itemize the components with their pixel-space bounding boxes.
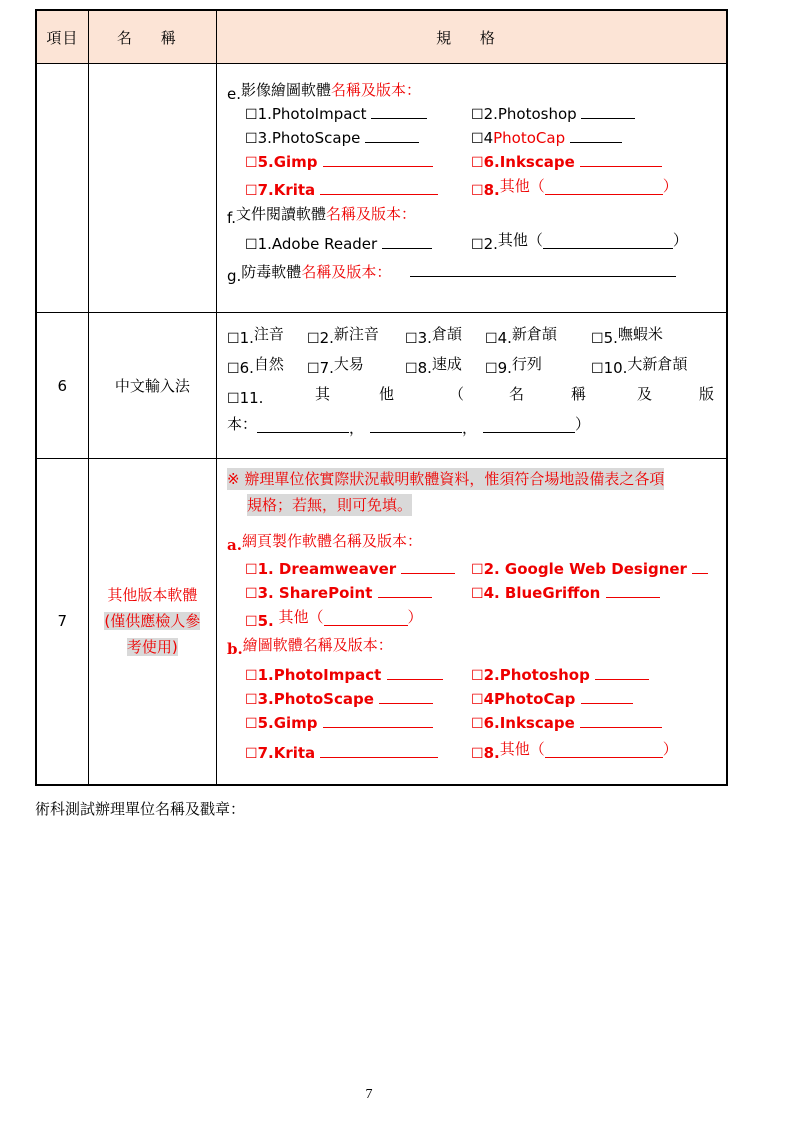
option-label: 大易	[333, 355, 364, 373]
blank-line[interactable]	[580, 152, 662, 167]
row-name-line	[89, 608, 216, 634]
option-label: 1.PhotoImpact	[257, 105, 367, 123]
blank-line[interactable]	[323, 152, 433, 167]
option-label: 其他（	[497, 231, 543, 249]
item-e-label: e.	[227, 85, 241, 103]
blank-line[interactable]	[324, 611, 408, 626]
blank-line[interactable]	[545, 743, 663, 758]
option-label: 名	[509, 385, 525, 403]
blank-line[interactable]	[323, 713, 433, 728]
option-label: 新注音	[333, 325, 379, 343]
checkbox[interactable]: ☐	[591, 331, 604, 347]
blank-line[interactable]	[365, 128, 419, 143]
option-label: 1. Dreamweaver	[257, 560, 397, 578]
option-number: 6.	[239, 359, 254, 377]
blank-line[interactable]	[570, 128, 622, 143]
blank-line[interactable]	[320, 743, 438, 758]
option-label: 6.Inkscape	[483, 153, 575, 171]
separator: ，	[462, 419, 478, 437]
header-row	[36, 10, 727, 64]
item-a-text: 網頁製作軟體名稱及版本：	[241, 532, 422, 550]
blank-line[interactable]	[580, 713, 662, 728]
option-label: 其他（	[499, 177, 545, 195]
option-label: 自然	[253, 355, 284, 373]
checkbox[interactable]: ☐	[245, 107, 258, 123]
paren-open: （	[449, 385, 465, 403]
note-text: ※ 辦理單位依實際狀況載明軟體資料，惟須符合場地設備表之各項	[227, 470, 665, 488]
table-row	[36, 64, 727, 313]
blank-line[interactable]	[387, 665, 443, 680]
option-number: 9.	[497, 359, 512, 377]
checkbox[interactable]: ☐	[471, 131, 484, 147]
checkbox[interactable]: ☐	[471, 746, 484, 762]
checkbox[interactable]: ☐	[485, 361, 498, 377]
item-e-red: 名稱及版本：	[331, 81, 422, 99]
option-label: 3.PhotoScape	[257, 129, 361, 147]
option-label: 7.Krita	[257, 744, 316, 762]
table-row	[36, 459, 727, 785]
option-label: 其	[315, 385, 331, 403]
option-label: 新倉頡	[511, 325, 557, 343]
option-label: 5.	[257, 612, 274, 630]
checkbox[interactable]: ☐	[405, 331, 418, 347]
checkbox[interactable]: ☐	[471, 586, 484, 602]
table-row	[36, 313, 727, 459]
separator: ，	[349, 419, 365, 437]
option-number: 7.	[319, 359, 334, 377]
blank-line[interactable]	[370, 418, 462, 433]
checkbox[interactable]: ☐	[245, 131, 258, 147]
option-label: 6.Inkscape	[483, 714, 575, 732]
note-text: 規格；若無，則可免填。	[247, 496, 413, 514]
blank-line[interactable]	[595, 665, 649, 680]
option-label: 2. Google Web Designer	[483, 560, 687, 578]
option-number: 10.	[603, 359, 628, 377]
option-label: 5.Gimp	[257, 714, 318, 732]
blank-line[interactable]	[581, 104, 635, 119]
option-number: 4.	[497, 329, 512, 347]
checkbox[interactable]: ☐	[245, 586, 258, 602]
option-number: 8.	[417, 359, 432, 377]
paren-close: ）	[662, 177, 678, 195]
blank-line[interactable]	[379, 689, 433, 704]
option-label: 行列	[511, 355, 542, 373]
blank-line[interactable]	[401, 559, 455, 574]
option-label: 及	[637, 385, 653, 403]
blank-line[interactable]	[483, 418, 575, 433]
option-label: 1.Adobe Reader	[257, 235, 378, 253]
row-number: 7	[36, 459, 88, 785]
blank-line[interactable]	[410, 262, 676, 277]
item-e-text: 影像繪圖軟體	[241, 81, 332, 99]
row-name-note: (僅供應檢人參	[104, 612, 201, 631]
blank-line[interactable]	[371, 104, 427, 119]
spec-cell	[217, 313, 728, 459]
checkbox[interactable]: ☐	[485, 331, 498, 347]
option-number: 11.	[239, 389, 264, 407]
checkbox[interactable]: ☐	[227, 331, 240, 347]
checkbox[interactable]: ☐	[471, 692, 484, 708]
option-number: 2.	[319, 329, 334, 347]
checkbox[interactable]: ☐	[227, 391, 240, 407]
item-b-text: 繪圖軟體名稱及版本：	[242, 636, 393, 654]
blank-line[interactable]	[581, 689, 633, 704]
checkbox[interactable]: ☐	[405, 361, 418, 377]
checkbox[interactable]: ☐	[591, 361, 604, 377]
checkbox[interactable]: ☐	[227, 361, 240, 377]
blank-line[interactable]	[382, 234, 432, 249]
option-label: 2.Photoshop	[483, 105, 577, 123]
option-label: 4. BlueGriffon	[483, 584, 601, 602]
checkbox[interactable]: ☐	[471, 237, 484, 253]
option-label: 稱	[571, 385, 587, 403]
blank-line[interactable]	[320, 180, 438, 195]
option-label: PhotoCap	[493, 129, 566, 147]
checkbox[interactable]: ☐	[245, 183, 258, 199]
blank-line[interactable]	[692, 559, 708, 574]
paren-close: ）	[672, 231, 688, 249]
option-label: 版	[699, 385, 715, 403]
checkbox[interactable]: ☐	[245, 692, 258, 708]
checkbox[interactable]: ☐	[245, 668, 258, 684]
checkbox[interactable]: ☐	[471, 716, 484, 732]
option-label: 2.	[483, 235, 498, 253]
spec-cell	[217, 64, 728, 313]
option-number: 5.	[603, 329, 618, 347]
option-number: 3.	[417, 329, 432, 347]
item-g-red: 名稱及版本：	[301, 263, 392, 281]
spec-table	[35, 9, 728, 786]
spec-cell	[217, 459, 728, 785]
header-name: 名 稱	[88, 10, 216, 64]
row-number: 6	[36, 313, 88, 459]
item-b-label: b.	[227, 640, 243, 658]
stamp-label: 術科測試辦理單位名稱及戳章：	[35, 800, 246, 818]
header-item: 項目	[36, 10, 88, 64]
checkbox[interactable]: ☐	[245, 155, 258, 171]
checkbox[interactable]: ☐	[471, 668, 484, 684]
option-label: 7.Krita	[257, 181, 316, 199]
item-f-text: 文件閱讀軟體	[235, 205, 326, 223]
item-g-text: 防毒軟體	[241, 263, 302, 281]
blank-line[interactable]	[606, 583, 660, 598]
item-g-label: g.	[227, 267, 242, 285]
checkbox[interactable]: ☐	[471, 183, 484, 199]
option-label: 3. SharePoint	[257, 584, 373, 602]
checkbox[interactable]: ☐	[307, 361, 320, 377]
row-name-cell	[88, 64, 216, 313]
row-name-note: 考使用)	[126, 638, 178, 657]
checkbox[interactable]: ☐	[471, 155, 484, 171]
option-label: 其他（	[499, 740, 545, 758]
blank-line[interactable]	[545, 180, 663, 195]
option-label: 8.	[483, 744, 500, 762]
row-name-cell	[88, 459, 216, 785]
paren-close: ）	[662, 740, 678, 758]
row-number-cell	[36, 64, 88, 313]
option-label: 嘸蝦米	[617, 325, 663, 343]
option-label: 8.	[483, 181, 500, 199]
checkbox[interactable]: ☐	[245, 614, 258, 630]
paren-close: ）	[575, 415, 591, 433]
option-label: 倉頡	[431, 325, 462, 343]
blank-line[interactable]	[378, 583, 432, 598]
row-name: 中文輸入法	[88, 313, 216, 459]
row-name-line: 其他版本軟體	[107, 586, 198, 605]
blank-line[interactable]	[257, 418, 349, 433]
checkbox[interactable]: ☐	[245, 237, 258, 253]
checkbox[interactable]: ☐	[245, 746, 258, 762]
checkbox[interactable]: ☐	[245, 716, 258, 732]
item-f-label: f.	[227, 209, 236, 227]
option-label: 2.Photoshop	[483, 666, 590, 684]
item-a-label: a.	[227, 536, 242, 554]
blank-line[interactable]	[543, 234, 673, 249]
checkbox[interactable]: ☐	[307, 331, 320, 347]
option-label: 1.PhotoImpact	[257, 666, 382, 684]
header-spec: 規 格	[217, 10, 728, 64]
option-number: 1.	[239, 329, 254, 347]
option-label: 5.Gimp	[257, 153, 318, 171]
option-label: 速成	[431, 355, 462, 373]
option-label: 注音	[253, 325, 284, 343]
option-label: 大新倉頡	[627, 355, 688, 373]
paren-close: ）	[407, 608, 423, 626]
item-f-red: 名稱及版本：	[325, 205, 416, 223]
option-label: 本：	[227, 415, 258, 433]
option-label: 3.PhotoScape	[257, 690, 374, 708]
page-number: 7	[365, 1087, 373, 1102]
checkbox[interactable]: ☐	[471, 562, 484, 578]
option-label: 4PhotoCap	[483, 690, 576, 708]
option-label: 其他（	[278, 608, 324, 626]
row-name-line	[89, 634, 216, 660]
checkbox[interactable]: ☐	[471, 107, 484, 123]
option-label: 4	[483, 129, 494, 147]
checkbox[interactable]: ☐	[245, 562, 258, 578]
option-label: 他	[379, 385, 395, 403]
